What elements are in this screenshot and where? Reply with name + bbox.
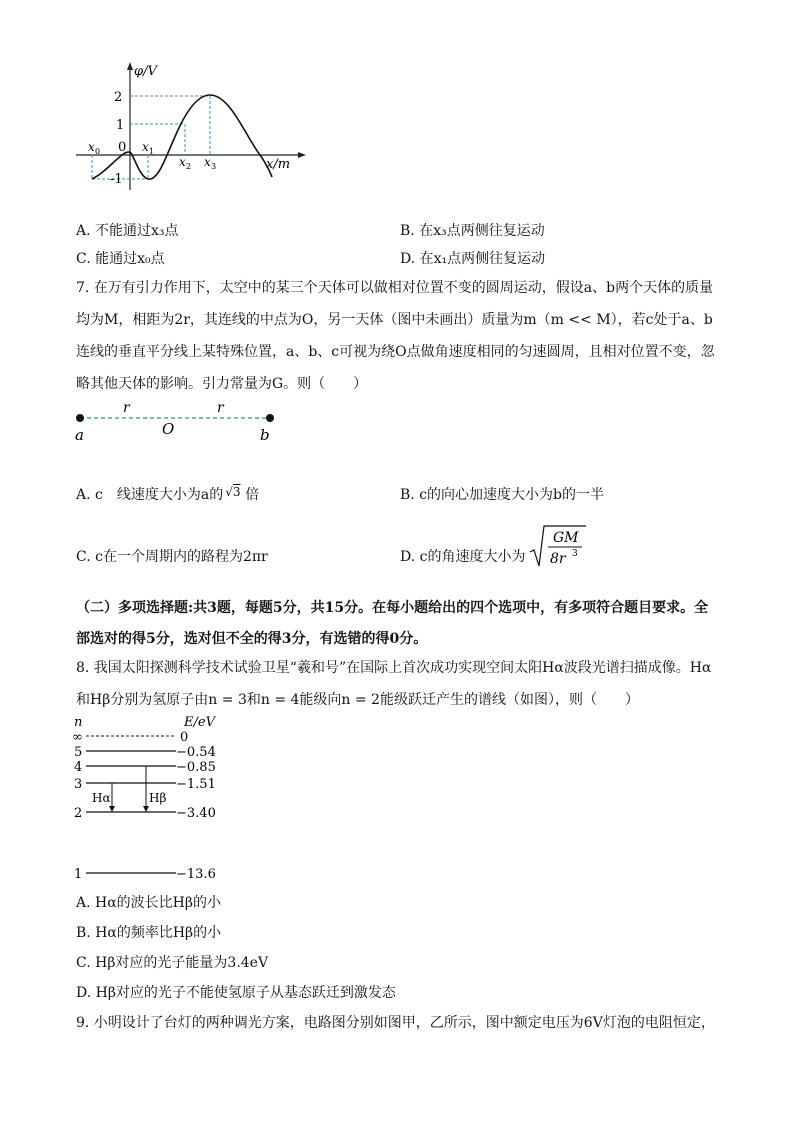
q7-option-a: A. c 线速度大小为a的 √3 倍: [76, 485, 260, 503]
y-axis-arrow-icon: [127, 62, 133, 70]
level-3-n: 3: [74, 777, 83, 792]
center-o-label: O: [162, 420, 175, 438]
section-2-heading-line-1: （二）多项选择题:共3题，每题5分，共15分。在每小题给出的四个选项中，有多项符合题目要求。全: [76, 600, 709, 616]
level-3-e: −1.51: [176, 777, 216, 792]
q8-option-c: C. Hβ对应的光子能量为3.4eV: [76, 955, 269, 971]
q7-line-1: 7. 在万有引力作用下，太空中的某三个天体可以做相对位置不变的圆周运动，假设a、b两个天体的质量: [76, 280, 714, 296]
tick-2: 2: [114, 90, 123, 105]
q7-option-d-formula: [528, 522, 588, 570]
y-axis-label: φ/V: [134, 64, 157, 79]
x-axis-arrow-icon: [298, 152, 306, 158]
level-1-e: −13.6: [176, 867, 216, 882]
x-axis-label: x/m: [266, 157, 291, 172]
q8-option-a: A. Hα的波长比Hβ的小: [76, 895, 221, 911]
level-4-e: −0.85: [176, 760, 216, 775]
body-a-label: a: [75, 426, 84, 444]
q7-diagram: [70, 398, 290, 448]
energy-level-diagram: [70, 712, 240, 862]
level-4-n: 4: [74, 760, 83, 775]
x2-sub: 2: [186, 162, 192, 171]
h-beta-label: Hβ: [149, 791, 167, 805]
q8-line-2: 和Hβ分别为氢原子由n = 3和n = 4能级向n = 2能级跃迁产生的谱线（如图），则（ ）: [76, 692, 639, 708]
energy-axis-label: E/eV: [184, 715, 215, 730]
section-2-heading-line-2: 部选对的得5分，选对但不全的得3分，有选错的得0分。: [76, 631, 428, 647]
tick-minus-1: -1: [110, 172, 123, 187]
level-inf-e: 0: [180, 730, 189, 745]
x0-sub: 0: [95, 147, 101, 156]
r-left-label: r: [123, 400, 130, 416]
level-2-e: −3.40: [176, 806, 216, 821]
tick-0: 0: [118, 140, 127, 155]
q7-line-2: 均为M，相距为2r，其连线的中点为O，另一天体（图中未画出）质量为m（m << M），若c处于a、b: [76, 312, 713, 328]
h-beta-arrow-icon: [143, 806, 149, 812]
formula-exponent: 3: [572, 549, 578, 559]
x2-label: x: [179, 155, 186, 169]
energy-level-1: [70, 860, 240, 884]
x3-sub: 3: [211, 162, 217, 171]
q7-line-4: 略其他天体的影响。引力常量为G。则（ ）: [76, 376, 368, 392]
tick-1: 1: [116, 118, 125, 133]
n-axis-label: n: [74, 715, 83, 730]
q7-option-b: B. c的向心加速度大小为b的一半: [400, 487, 604, 503]
x1-label: x: [142, 140, 149, 154]
q9-line-1: 9. 小明设计了台灯的两种调光方案，电路图分别如图甲，乙所示，图中额定电压为6V灯泡的电阻恒定，: [76, 1015, 715, 1031]
potential-graph: [70, 55, 310, 195]
q7-option-c: C. c在一个周期内的路程为2πr: [76, 549, 268, 565]
body-b-label: b: [260, 426, 270, 444]
level-2-n: 2: [74, 806, 83, 821]
formula-numerator: GM: [553, 530, 579, 546]
q7-option-d: D. c的角速度大小为: [400, 549, 526, 565]
r-right-label: r: [217, 400, 224, 416]
level-5-n: 5: [74, 745, 83, 760]
q6-option-c: C. 能通过x₀点: [76, 251, 165, 267]
x0-label: x: [88, 140, 95, 154]
body-a-dot: [76, 414, 84, 422]
q8-option-d: D. Hβ对应的光子不能使氢原子从基态跃迁到激发态: [76, 985, 396, 1001]
q6-option-a: A. 不能通过x₃点: [76, 223, 179, 239]
q6-option-b: B. 在x₃点两侧往复运动: [400, 223, 545, 239]
level-inf-n: ∞: [72, 730, 83, 745]
x3-label: x: [204, 155, 211, 169]
q8-option-b: B. Hα的频率比Hβ的小: [76, 925, 222, 941]
x1-sub: 1: [149, 147, 155, 156]
body-b-dot: [266, 414, 274, 422]
q6-option-d: D. 在x₁点两侧往复运动: [400, 251, 546, 267]
h-alpha-label: Hα: [92, 791, 111, 805]
h-alpha-arrow-icon: [109, 806, 115, 812]
formula-denominator: 8r: [550, 551, 566, 567]
level-5-e: −0.54: [176, 745, 216, 760]
level-1-n: 1: [74, 867, 83, 882]
q8-line-1: 8. 我国太阳探测科学技术试验卫星“羲和号”在国际上首次成功实现空间太阳Hα波段光谱扫描成像。Hα: [76, 660, 712, 676]
q7-line-3: 连线的垂直平分线上某特殊位置，a、b、c可视为绕O点做角速度相同的匀速圆周，且相对位置不变，忽: [76, 344, 715, 360]
